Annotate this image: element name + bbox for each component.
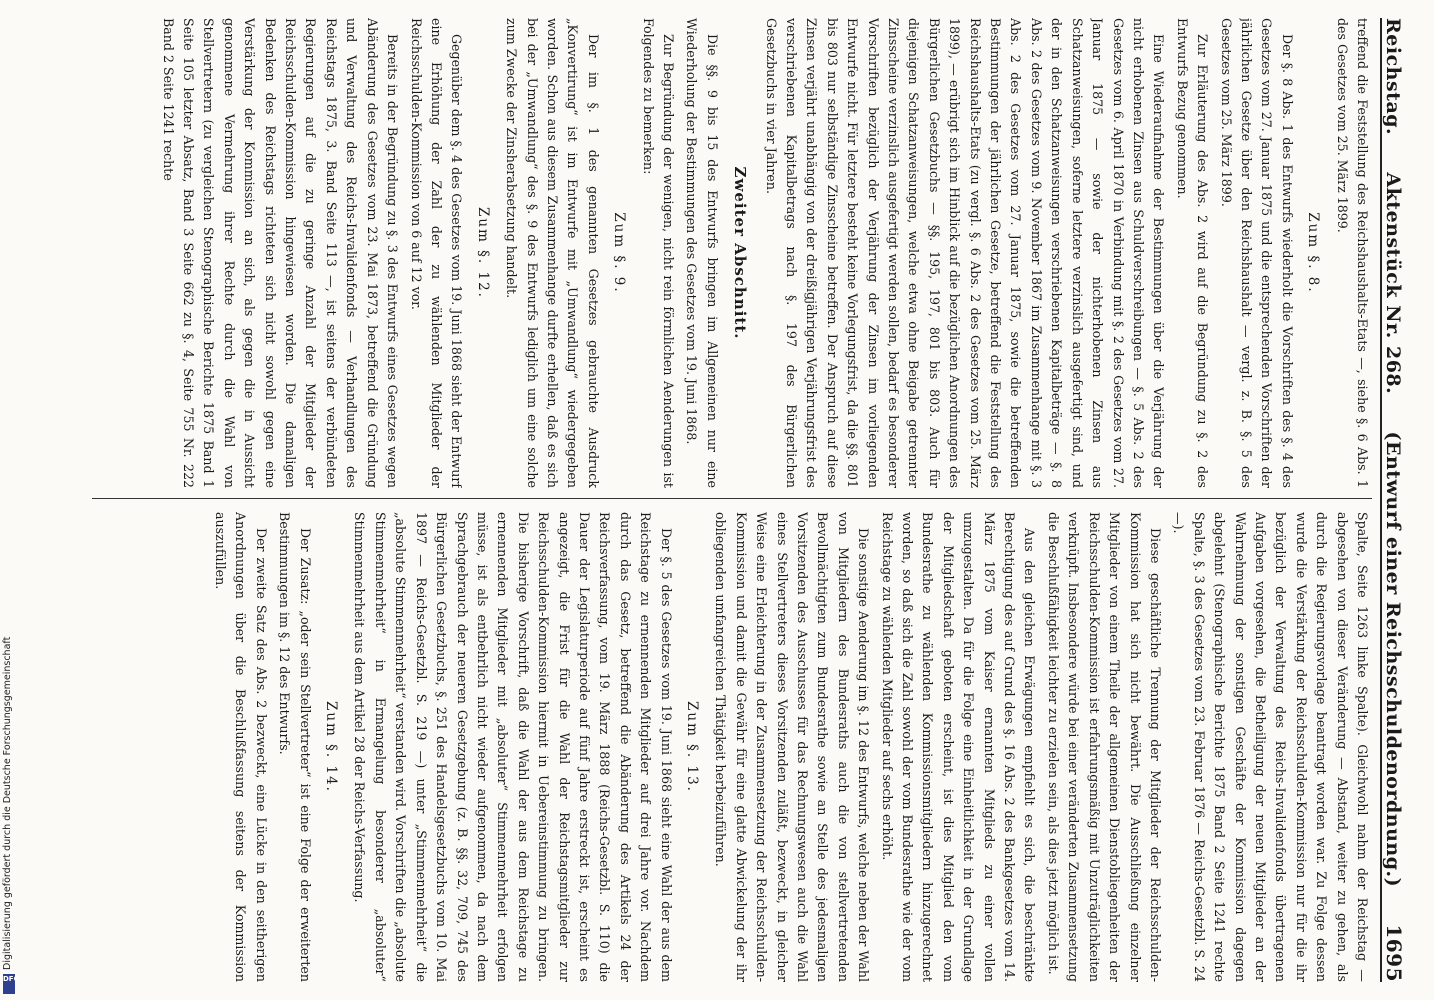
left-column [82, 18, 1372, 488]
paragraph: Gegenüber dem §. 4 des Gesetzes vom 19. Juni 1868 sieht der Entwurf eine Erhöhung der Zahl der zu wählenden Mitglieder der Reichsschulden-Kommission von 6 auf 12 vor. [408, 18, 465, 488]
paragraph: Bereits in der Begründung zu §. 3 des Entwurfs eines Gesetzes wegen Abänderung des Gesetzes vom 23. Mai 1873, betreffend die Gründung und Verwaltung des Reichs-Invalidenfonds — Verhandlungen des Reichstags 1875, 3. Band Seite 113 —, ist seitens der verbündeten Regierungen auf die zu geringe Anzahl der Mitglieder der Reichsschulden-Kommission hingewiesen worden. Die damaligen Bedenken des Reichstags richteten sich nicht sowohl gegen eine Verstärkung der Kommission an sich, als gegen die in Aussicht genommene Vermehrung ihrer Rechte durch die Wahl von Stellvertretern (zu vergleichen Stenographische Berichte 1875 Band 1 Seite 105 letzter Absatz, Band 3 Seite 662 zu §. 4, Seite 755 Nr. 222 Band 2 Seite 1241 rechte [160, 18, 401, 488]
section-heading: Zum §. 12. [474, 207, 491, 299]
paragraph: Diese geschäftliche Trennung der Mitglieder der Reichsschulden-Kommission hat sich nicht bewährt. Die Ausschließung einzelner Mitglieder von einem Theile der allgemeinen Dienstobliegenheiten der Reichsschulden-Kommission ist erfahrungsmäßig mit Unzuträglichkeiten verknüpft. Insbesondere würde bei einer veränderten Zusammensetzung die Beschlußfähigkeit leichter zu erzielen sein, als dies jetzt möglich ist. [1045, 512, 1163, 982]
section-heading: Zum §. 13. [684, 701, 700, 793]
paragraph: Die sonstige Aenderung im §. 12 des Entwurfs, welche neben der Wahl von Mitgliedern des Bundesraths auch die von stellvertretenden Bevollmächtigten zum Bundesrathe sowie an Stelle des jedesmaligen Vorsitzenden des Ausschusses für das Rechnungswesen auch die Wahl eines Stellvertreters dieses Vorsitzenden zuläßt, bezweckt, in gleicher Weise eine Erleichterung in der Zusammensetzung der Reichsschulden-Kommission und damit die Gewähr für eine glatte Abwickelung der ihr obliegenden umfangreichen Thätigkeit herbeizuführen. [713, 512, 872, 982]
chapter-heading: Zweiter Abschnitt. [731, 166, 750, 340]
column-divider [92, 498, 1372, 499]
header-left: Reichstag. [1382, 18, 1404, 136]
paragraph: Der §. 8 Abs. 1 des Entwurfs wiederholt die Vorschriften des §. 4 des Gesetzes vom 27. Januar 1875 und die entsprechenden Vorschriften der jährlichen Gesetze über den Reichshaushalt — vergl. z. B. §. 5 des Gesetzes vom 25. März 1899. [1218, 18, 1295, 488]
paragraph: Die §§. 9 bis 15 des Entwurfs bringen im Allgemeinen nur eine Wiederholung der Bestimmungen des Gesetzes vom 19. Juni 1868. [684, 18, 720, 488]
section-heading: Zum §. 8. [1305, 212, 1322, 294]
paragraph: Der im §. 1 des genannten Gesetzes gebrauchte Ausdruck „Konvertirung“ ist im Entwurfe mit „Umwandlung“ wiedergegeben worden. Schon aus diesem Zusammenhange durfte erhellen, daß es sich bei der „Umwandlung“ des §. 9 des Entwurfs lediglich um eine solche zum Zwecke der Zinsherabsetzung handelt. [504, 18, 601, 488]
section-heading: Zum §. 9. [611, 212, 628, 294]
paragraph: Der Zusatz: „oder sein Stellvertreter“ ist eine Folge der erweiterten Bestimmungen im §. 12 des Entwurfs. [277, 512, 313, 982]
rotated-page-content [54, 0, 1434, 1000]
paragraph: Der zweite Satz des Abs. 2 bezweckt, eine Lücke in den seitherigen Anordnungen über die Beschlußfassung seitens der Kommission auszufüllen. [213, 512, 269, 982]
paragraph: Der §. 5 des Gesetzes vom 19. Juni 1868 sieht eine Wahl der aus dem Reichstage zu ernennenden Mitglieder auf drei Jahre vor. Nachdem durch das Gesetz, betreffend die Abänderung des Artikels 24 der Reichsverfassung, vom 19. März 1888 (Reichs-Gesetzbl. S. 110) die Dauer der Legislaturperiode auf fünf Jahre erstreckt ist, erscheint es angezeigt, die Frist für die Wahl der Reichstagsmitglieder zur Reichsschulden-Kommission hiermit in Uebereinstimmung zu bringen. Die bisherige Vorschrift, daß die Wahl der aus dem Reichstage zu ernennenden Mitglieder mit „absoluter“ Stimmenmehrheit erfolgen müsse, ist als entbehrlich nicht wieder aufgenommen, da nach dem Sprachgebrauch der neueren Gesetzgebung (z. B. §§. 32, 709, 745 des Bürgerlichen Gesetzbuchs, §. 251 des Handelsgesetzbuchs vom 10. Mai 1897 — Reichs-Gesetzbl. S. 219 —) unter „Stimmenmehrheit“ die „absolute Stimmenmehrheit“ verstanden wird. Vorschriften die „absolute Stimmenmehrheit“ in Ermangelung besonderer „absoluter“ Stimmenmehrheit aus dem Artikel 28 der Reichs-Verfassung. [352, 512, 674, 982]
paragraph: Spalte, Seite 1263 linke Spalte). Gleichwohl nahm der Reichstag — abgesehen von dieser Veränderung — Abstand, weiter zu gehen, als durch die Regierungsvorlage beantragt worden war. Zu Folge dessen wurde die Verstärkung der Reichsschulden-Kommission nur für die ihr bezüglich der Verwaltung des Reichs-Invalidenfonds übertragenen Aufgaben vorgesehen, die Betheiligung der neuen Mitglieder an der Wahrnehmung der sonstigen Geschäfte der Kommission dagegen abgelehnt (Stenographische Berichte 1875 Band 2 Seite 1241 rechte Spalte, §. 3 des Gesetzes vom 23. Februar 1876 — Reichs-Gesetzbl. S. 24 —). [1171, 512, 1370, 982]
paragraph: Zur Erläuterung des Abs. 2 wird auf die Begründung zu §. 2 des Entwurfs Bezug genommen. [1174, 18, 1211, 488]
paragraph: Eine Wiederaufnahme der Bestimmungen über die Verjährung der nicht erhobenen Zinsen aus Schuldverschreibungen — §. 5 Abs. 2 des Gesetzes vom 6. April 1870 in Verbindung mit §. 2 des Gesetzes vom 27. Januar 1875 — sowie der nichterhobenen Zinsen aus Schatzanweisungen, soferne letztere verzinslich ausgefertigt sind, und der in den Schatzanweisungen verschriebenen Kapitalbeträge — §. 8 Abs. 2 des Gesetzes vom 9. November 1867 im Zusammenhange mit §. 3 Abs. 2 des Gesetzes vom 27. Januar 1875, sowie die betreffenden Bestimmungen der jährlichen Gesetze, betreffend die Feststellung des Reichshaushalts-Etats (zu vergl. §. 6 Abs. 2 des Gesetzes vom 25. März 1899), — erübrigt sich im Hinblick auf die bezüglichen Anordnungen des Bürgerlichen Gesetzbuchs — §§. 195, 197, 801 bis 803. Auch für diejenigen Schatzanweisungen, welche etwa ohne Beigabe getrennter Zinsscheine verzinslich ausgefertigt werden sollen, bedarf es besonderer Vorschriften bezüglich der Verjährung der Zinsen im vorliegenden Entwurfe nicht. Für letztere besteht keine Vorlegungsfrist, da die §§. 801 bis 803 nur selbständige Zinsscheine betreffen. Der Anspruch auf diese Zinsen verjährt unabhängig von der dreißigjährigen Verjährungsfrist des verschriebenen Kapitalbetrags nach §. 197 des Bürgerlichen Gesetzbuchs in vier Jahren. [763, 18, 1167, 488]
page-number: 1695 [1382, 924, 1406, 982]
paragraph: treffend die Feststellung des Reichshaushalts-Etats —, siehe §. 6 Abs. 1 des Gesetzes vom 25. März 1899. [1334, 18, 1370, 488]
header-middle: Aktenstück Nr. 268. [1382, 172, 1404, 395]
header-right: (Entwurf einer Reichsschuldenordnung.) [1382, 431, 1404, 888]
page-header [1380, 18, 1416, 982]
paragraph: Aus den gleichen Erwägungen empfiehlt es sich, die beschränkte Berechtigung des auf Grund des §. 16 Abs. 2 des Bankgesetzes vom 14. März 1875 vom Kaiser ernannten Mitglieds zu einer vollen umzugestalten. Da für die Folge eine Einheitlichkeit in der Grundlage der Mitgliedschaft geboten erscheint, ist dies Mitglied den vom Bundesrathe zu wählenden Kommissionsmitgliedern hinzugerechnet worden, so daß sich die Zahl sowohl der vom Bundesrathe wie der vom Reichstage zu wählenden Mitglieder auf sechs erhöht. [879, 512, 1038, 982]
footer-text: Digitalisierung gefördert durch die Deutsche Forschungsgemeinschaft [2, 636, 13, 970]
dfg-logo: DFG [3, 974, 15, 994]
paragraph: Zur Begründung der wenigen, nicht rein förmlichen Aenderungen ist Folgendes zu bemerken: [640, 18, 676, 488]
digitization-footer [2, 0, 20, 1000]
right-column [82, 512, 1372, 982]
section-heading: Zum §. 14. [323, 701, 340, 793]
